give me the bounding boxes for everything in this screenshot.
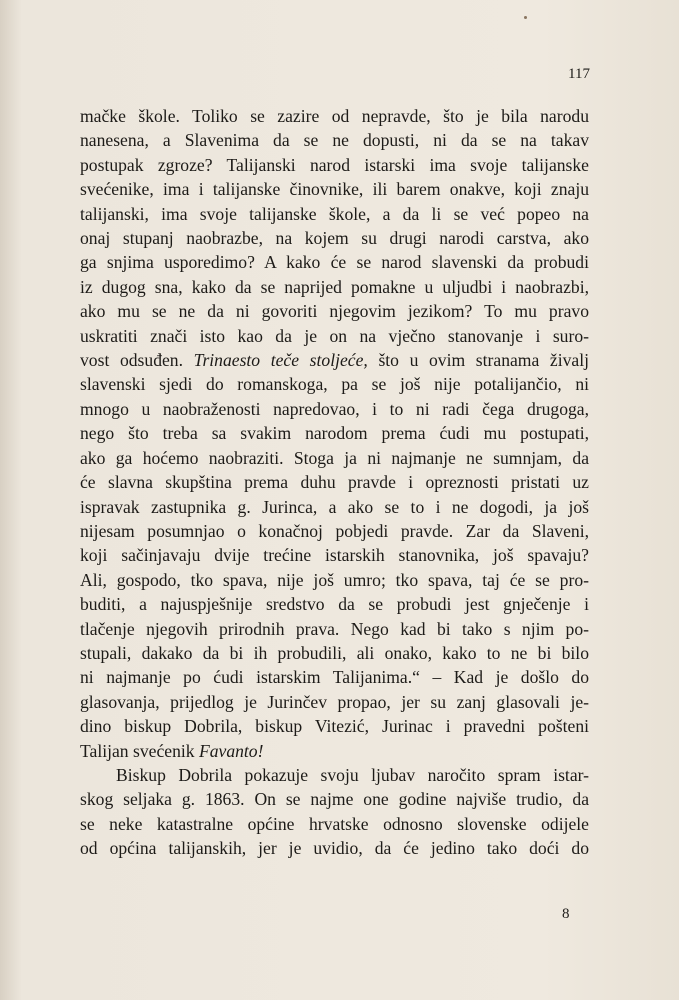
text-line: dino biskup Dobrila, biskup Vitezić, Jurinac i pravedni pošteni bbox=[80, 716, 589, 737]
text-segment: što u ovim stranama živalj bbox=[378, 350, 590, 371]
text-line: nijesam posumnjao o konačnoj pobjedi pravde. Zar da Slaveni, bbox=[80, 520, 589, 541]
paper-speck bbox=[524, 16, 527, 19]
paragraph-first-line: Biskup Dobrila pokazuje svoju ljubav naročito spram istar- bbox=[116, 764, 589, 785]
text-line: nego što treba sa svakim narodom prema ćudi mu postupati, bbox=[80, 423, 589, 444]
text-line: talijanski, ima svoje talijanske škole, a da li se već popeo na bbox=[80, 203, 589, 224]
text-line: tlačenje njegovih prirodnih prava. Nego kad bi tako s njim po- bbox=[80, 618, 589, 639]
text-line: mnogo u naobraženosti napredovao, i to ni radi čega drugoga, bbox=[80, 398, 589, 419]
body-text bbox=[80, 104, 589, 861]
text-line: ga snjima usporedimo? A kako će se narod slavenski da probudi bbox=[80, 252, 589, 273]
italic-phrase: Trinaesto teče stoljeće, bbox=[193, 350, 368, 371]
text-line: od općina talijanskih, jer je uvidio, da će jedino tako doći do bbox=[80, 838, 589, 859]
text-line: ispravak zastupnika g. Jurinca, a ako se to i ne dogodi, ja još bbox=[80, 496, 589, 517]
text-line: iz dugog sna, kako da se naprijed pomakne u uljudbi i naobrazbi, bbox=[80, 276, 589, 297]
text-line: glasovanja, prijedlog je Jurinčev propao, jer su zanj glasovali je- bbox=[80, 691, 589, 712]
text-line: postupak zgroze? Talijanski narod istarski ima svoje talijanske bbox=[80, 154, 589, 175]
text-line: onaj stupanj naobrazbe, na kojem su drugi narodi carstva, ako bbox=[80, 228, 589, 249]
text-line: ako ga hoćemo naobraziti. Stoga ja ni najmanje ne sumnjam, da bbox=[80, 447, 589, 468]
italic-name: Favanto! bbox=[198, 740, 264, 761]
text-segment: vost odsuđen. bbox=[80, 350, 183, 371]
text-line: se neke katastralne općine hrvatske odnosno slovenske odijele bbox=[80, 813, 589, 834]
text-line: svećenike, ima i talijanske činovnike, ili barem onakve, koji znaju bbox=[80, 179, 589, 200]
text-line: će slavna skupština prema duhu pravde i opreznosti pristati uz bbox=[80, 472, 589, 493]
text-line: skog seljaka g. 1863. On se najme one godine najviše trudio, da bbox=[80, 789, 589, 810]
text-line: mačke škole. Toliko se zazire od nepravde, što je bila narodu bbox=[80, 106, 589, 126]
text-line-with-italic bbox=[80, 348, 589, 372]
text-line: ako mu se ne da ni govoriti njegovim jezikom? To mu pravo bbox=[80, 301, 589, 322]
text-segment: Talijan svećenik bbox=[80, 740, 195, 761]
text-line: ni najmanje po ćudi istarskim Talijanima.“ – Kad je došlo do bbox=[80, 667, 589, 688]
text-line: koji sačinjavaju dvije trećine istarskih stanovnika, još spavaju? bbox=[80, 545, 589, 566]
text-line: uskratiti znači isto kao da je on na vječno stanovanje i suro- bbox=[80, 325, 589, 346]
text-line: stupali, dakako da bi ih probudili, ali onako, kako to ne bi bilo bbox=[80, 642, 589, 663]
signature-mark: 8 bbox=[562, 906, 570, 922]
text-line-with-italic bbox=[80, 739, 589, 763]
text-line: nanesena, a Slavenima da se ne dopusti, ni da se na takav bbox=[80, 130, 589, 151]
text-line: slavenski sjedi do romanskoga, pa se još nije potalijančio, ni bbox=[80, 374, 589, 395]
text-line: Ali, gospodo, tko spava, nije još umro; tko spava, taj će se pro- bbox=[80, 569, 589, 590]
text-line: buditi, a najuspješnije sredstvo da se probudi jest gnječenje i bbox=[80, 594, 589, 615]
page-number: 117 bbox=[568, 66, 590, 82]
